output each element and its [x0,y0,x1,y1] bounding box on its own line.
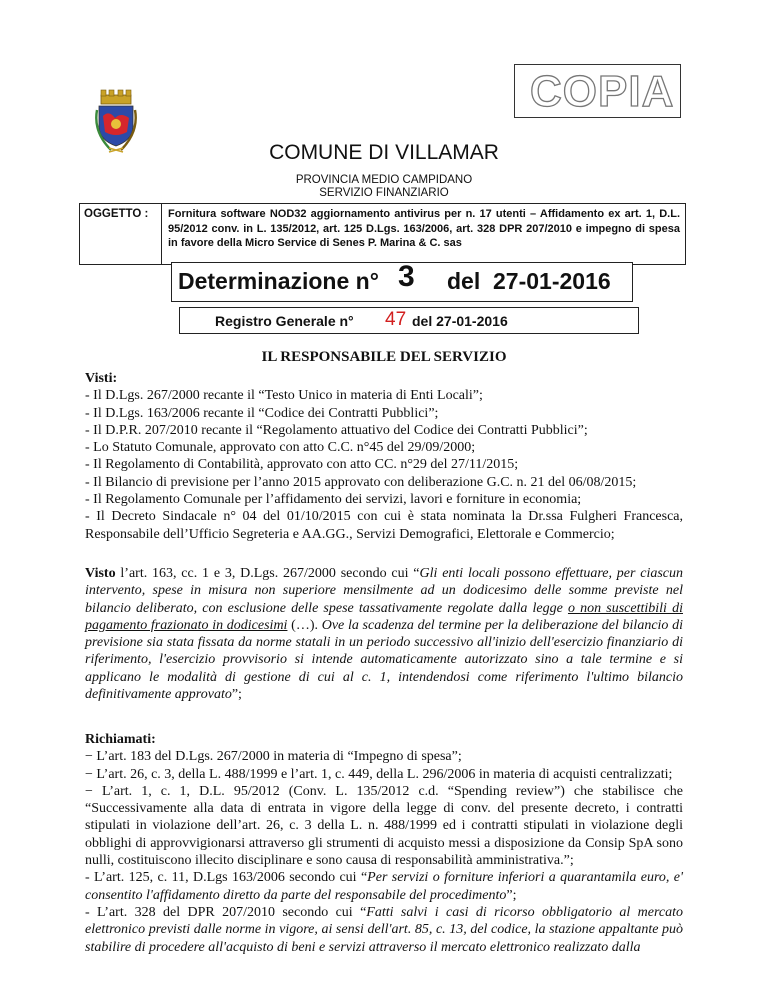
oggetto-box [79,203,686,265]
registro-date [412,313,508,329]
art125-intro: - L’art. 125, c. 11, D.Lgs 163/2006 secondo cui “ [85,870,368,886]
copia-stamp: COPIA [530,67,675,116]
visto-ellipsis: (…). [287,617,322,633]
visto-paragraph [85,565,683,703]
visto-intro: l’art. 163, cc. 1 e 3, D.Lgs. 267/2000 secondo cui “ [115,566,420,581]
art328-quote: Fatti salvi i casi di ricorso obbligatorio al mercato elettronico previsti dalle norme in vigore, ai sensi dell'art. 85, c. 13, del codice, la stazione appaltante può stabilire di procedere all'acquisto di beni e servizi attraverso il mercato elettronico realizzato dalla [85,904,683,955]
visti-item: - Il Regolamento di Contabilità, approvato con atto CC. n°29 del 27/11/2015; [85,457,519,473]
visti-item: - Il D.Lgs. 163/2006 recante il “Codice dei Contratti Pubblici”; [85,405,439,421]
visto-closing: ”; [231,687,242,703]
registro-label: Registro Generale n° [215,313,354,329]
oggetto-divider [161,204,162,264]
visti-item: - Lo Statuto Comunale, approvato con atto C.C. n°45 del 29/09/2000; [85,440,476,456]
registro-del-label: del [412,313,433,329]
visti-heading: Visti: [85,371,118,386]
art125-close: ”; [506,887,517,903]
visto-lead: Visto [85,566,116,581]
richiamati-section [85,731,683,956]
oggetto-label: OGGETTO : [84,208,149,220]
determinazione-del-label: del [447,268,481,294]
visti-section [85,370,683,543]
richiamati-item: − L’art. 1, c. 1, D.L. 95/2012 (Conv. L. 135/2012 c.d. “Spending review”) che stabilisce che “Successivamente alla data di entrata in vigore della legge di conv. del presente decreto, i contratti stipulati in violazione dell’art. 26, c. 3 della L. n. 488/1999 ed i contratti stipulati in violazione degli obblighi di approvvigionarsi attraverso gli strumenti di acquisto messi a disposizione da Consip SpA sono nulli, costituiscono illecito disciplinare e sono causa di responsabilità amministrativa.”; [85,783,683,869]
determinazione-date-value: 27-01-2016 [493,268,611,294]
richiamati-item: − L’art. 183 del D.Lgs. 267/2000 in materia di “Impegno di spesa”; [85,749,462,765]
visto-quote-underlined: o non suscettibili di pagamento frazionato in dodicesimi [85,600,683,633]
art125-quote: Per servizi o forniture inferiori a quarantamila euro, e' consentito l'affidamento diretto da parte del responsabile del procedimento [85,870,683,903]
determinazione-number: 3 [398,260,415,293]
richiamati-item: − L’art. 26, c. 3, della L. 488/1999 e l’art. 1, c. 449, della L. 296/2006 in materia di acquisti centralizzati; [85,766,673,782]
visti-item: - Il D.P.R. 207/2010 recante il “Regolamento attuativo del Codice dei Contratti Pubblici”; [85,422,588,438]
richiamati-item-art125 [85,869,683,904]
oggetto-text: Fornitura software NOD32 aggiornamento antivirus per n. 17 utenti – Affidamento ex art. 1, D.L. 95/2012 conv. in L. 135/2012, art. 125 D.Lgs. 163/2006, art. 328 DPR 207/2010 e impegno di spesa in favore della Micro Service di Senes P. Marina & C. sas [168,208,680,249]
visti-item: - Il Regolamento Comunale per l’affidamento dei servizi, lavori e forniture in economia; [85,492,582,508]
responsabile-title: IL RESPONSABILE DEL SERVIZIO [261,349,507,365]
servizio-label: SERVIZIO FINANZIARIO [319,187,449,199]
registro-number: 47 [385,309,407,330]
determinazione-label: Determinazione n° [178,268,379,294]
determinazione-date [447,268,611,295]
visti-item: - Il D.Lgs. 267/2000 recante il “Testo Unico in materia di Enti Locali”; [85,388,483,404]
richiamati-item-art328 [85,904,683,956]
visto-quote-b: Ove la scadenza del termine per la deliberazione del bilancio di previsione sia stata fissata da norme statali in un periodo successivo all'inizio dell'esercizio finanziario di riferimento, l'esercizio provvisorio si intende automaticamente autorizzato sino a tale termine e si applicano le modalità di gestione di cui al c. 1, intendendosi come riferimento l'ultimo bilancio definitivamente approvato [85,617,684,703]
visti-item: - Il Bilancio di previsione per l’anno 2015 approvato con deliberazione G.C. n. 21 del 06/08/2015; [85,474,637,490]
registro-date-value: 27-01-2016 [436,313,508,329]
comune-title: COMUNE DI VILLAMAR [269,141,499,164]
visti-item: - Il Decreto Sindacale n° 04 del 01/10/2015 con cui è stata nominata la Dr.ssa Fulgheri Francesca, Responsabile dell’Ufficio Segreteria e AA.GG., Servizi Demografici, Elettorale e Commercio; [85,509,683,542]
art328-intro: - L’art. 328 del DPR 207/2010 secondo cui “ [85,904,367,920]
richiamati-heading: Richiamati: [85,732,156,747]
provincia-label: PROVINCIA MEDIO CAMPIDANO [295,174,473,186]
visto-quote-a: Gli enti locali possono effettuare, per ciascun intervento, spese in misura non superiore mensilmente ad un dodicesimo delle somme previste nel bilancio deliberato, con esclusione delle spese tassativamente regolate dalla legge [85,566,684,616]
